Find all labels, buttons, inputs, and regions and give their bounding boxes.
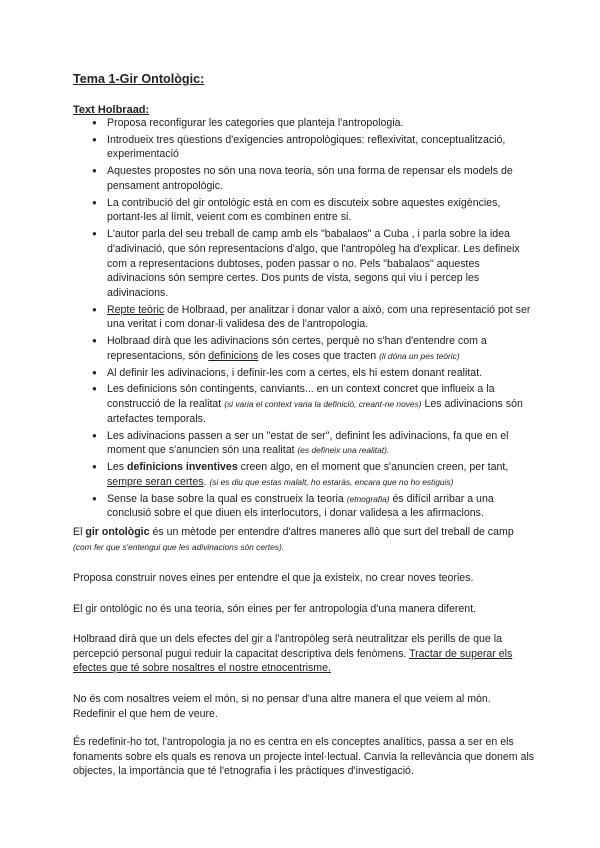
bullet-text: Les adivinacions passen a ser un "estat de ser", definint les adivinacions, fa que en el moment que s'anuncien són una realitat xyxy=(107,429,509,457)
page-title: Tema 1-Gir Ontològic: xyxy=(73,72,205,86)
bullet-text: Les definicions són contingents, canviants... en un context concret que influeix a la construcció de la realitat xyxy=(107,383,495,411)
bullet-text: Les xyxy=(107,461,128,474)
bullet-item xyxy=(92,303,534,332)
bullet-text: de Holbraad, per analitzar i donar valor a això, com una representació pot ser una veritat i com donar-li validesa des de l'antropologia. xyxy=(107,303,531,331)
paragraph-text: Proposa construir noves eines per entendre el que ja existeix, no crear noves teories. xyxy=(73,572,474,584)
bullet-item xyxy=(92,116,534,131)
bullet-item xyxy=(92,227,534,300)
paragraph xyxy=(73,602,535,617)
bullet-note: (es defineix una realitat). xyxy=(297,445,390,456)
paragraph-text: El xyxy=(73,526,86,538)
bullet-item xyxy=(92,492,534,521)
bullet-text: és difícil arribar a una conclusió sobre el que diuen els interlocutors, i donar validesa a les afirmacions. xyxy=(107,492,494,520)
bullet-note: (si es diu que estas malalt, ho estaràs, encara que no ho estiguis) xyxy=(209,476,454,487)
underlined-term: definicions xyxy=(208,349,259,362)
bullet-text: L'autor parla del seu treball de camp amb els "babalaos" a Cuba , i parla sobre la idea d'adivinació, que són representacions d'algo, que l'antropòleg ha d'explicar. Les defineix com a representacions dubtoses, poden passar o no. Pels "babalaos" aquestes adivinacions són sempre certes. Dos punts de vista, segons qui viu i percep les adivinacions. xyxy=(107,228,520,299)
bullet-text: Aquestes propostes no són una nova teoria, són una forma de repensar els models de pensament antropològic. xyxy=(107,165,513,192)
bullet-note: (si varia el context varia la definició, creant-ne noves) xyxy=(224,399,422,410)
paragraph-text: No és com nosaltres veiem el món, si no pensar d'una altre manera el que veiem al món. Redefinir el que hem de veure. xyxy=(73,693,491,720)
paragraph xyxy=(73,692,535,721)
section-subtitle: Text Holbraad: xyxy=(73,104,150,116)
bullet-item xyxy=(92,334,534,363)
bullet-item xyxy=(92,164,534,193)
paragraph-note: (com fer que s'entengui que les adivinacions són certes). xyxy=(73,541,285,552)
bullet-text: . xyxy=(203,475,210,488)
bullet-item xyxy=(92,382,534,426)
paragraph xyxy=(73,571,535,586)
bullet-item xyxy=(92,133,534,162)
bullet-text: Les adivinacions són artefactes temporals. xyxy=(107,398,523,425)
paragraph xyxy=(73,735,535,779)
bullet-list xyxy=(92,116,534,523)
bullet-text: Holbraad dirà que les adivinacions són certes, perquè no s'han d'entendre com a representacions, són xyxy=(107,335,487,362)
bullet-text: Al definir les adivinacions, i definir-les com a certes, els hi estem donant realitat. xyxy=(107,366,483,379)
bullet-text: La contribució del gir ontològic està en com es discuteix sobre aquestes exigències, portant-les al límit, veient com es combinen entre si. xyxy=(107,196,501,224)
bullet-text: Introdueix tres qüestions d'exigencies antropològiques: reflexivitat, conceptualització, experimentació xyxy=(107,133,506,161)
bullet-note: (li dóna un pes teòric) xyxy=(379,350,460,361)
underlined-term: Repte teòric xyxy=(107,303,165,316)
bullet-text: de les coses que tracten xyxy=(258,349,380,362)
bullet-text: Proposa reconfigurar les categories que planteja l'antropologia. xyxy=(107,117,404,129)
underlined-term: sempre seran certes xyxy=(107,475,204,488)
bullet-note: (etnografia) xyxy=(346,493,390,504)
bullet-item xyxy=(92,196,534,225)
paragraph-text: El gir ontològic no és una teoria, són eines per fer antropologia d'una manera diferent. xyxy=(73,603,477,615)
paragraph xyxy=(73,525,535,554)
paragraph xyxy=(73,632,535,676)
underlined-sentence: Tractar de superar els efectes que té sobre nosaltres el nostre etnocentrisme. xyxy=(73,647,513,675)
bullet-text: Sense la base sobre la qual es construeix la teoria xyxy=(107,492,347,505)
bullet-item xyxy=(92,429,534,458)
bold-term: definicions inventives xyxy=(127,461,238,474)
paragraph-text: Holbraad dirà que un dels efectes del gir a l'antropòleg serà neutralitzar els perills de que la percepció personal pugui reduir la capacitat descriptiva dels fenòmens. xyxy=(73,633,502,660)
bullet-item xyxy=(92,460,534,489)
paragraph-text: És redefinir-ho tot, l'antropologia ja no es centra en els conceptes analítics, passa a ser en els fonaments sobre els quals es renova un projecte intel·lectual. Canvia la rellevància que donem als objectes, la importància que té l'etnografia i les pràctiques d'investigació. xyxy=(73,736,535,778)
paragraph-text: és un mètode per entendre d'altres maneres allò que surt del treball de camp xyxy=(149,526,514,538)
bullet-item xyxy=(92,366,534,381)
bold-term: gir ontològic xyxy=(85,526,150,538)
bullet-text: creen algo, en el moment que s'anuncien creen, per tant, xyxy=(237,461,509,474)
